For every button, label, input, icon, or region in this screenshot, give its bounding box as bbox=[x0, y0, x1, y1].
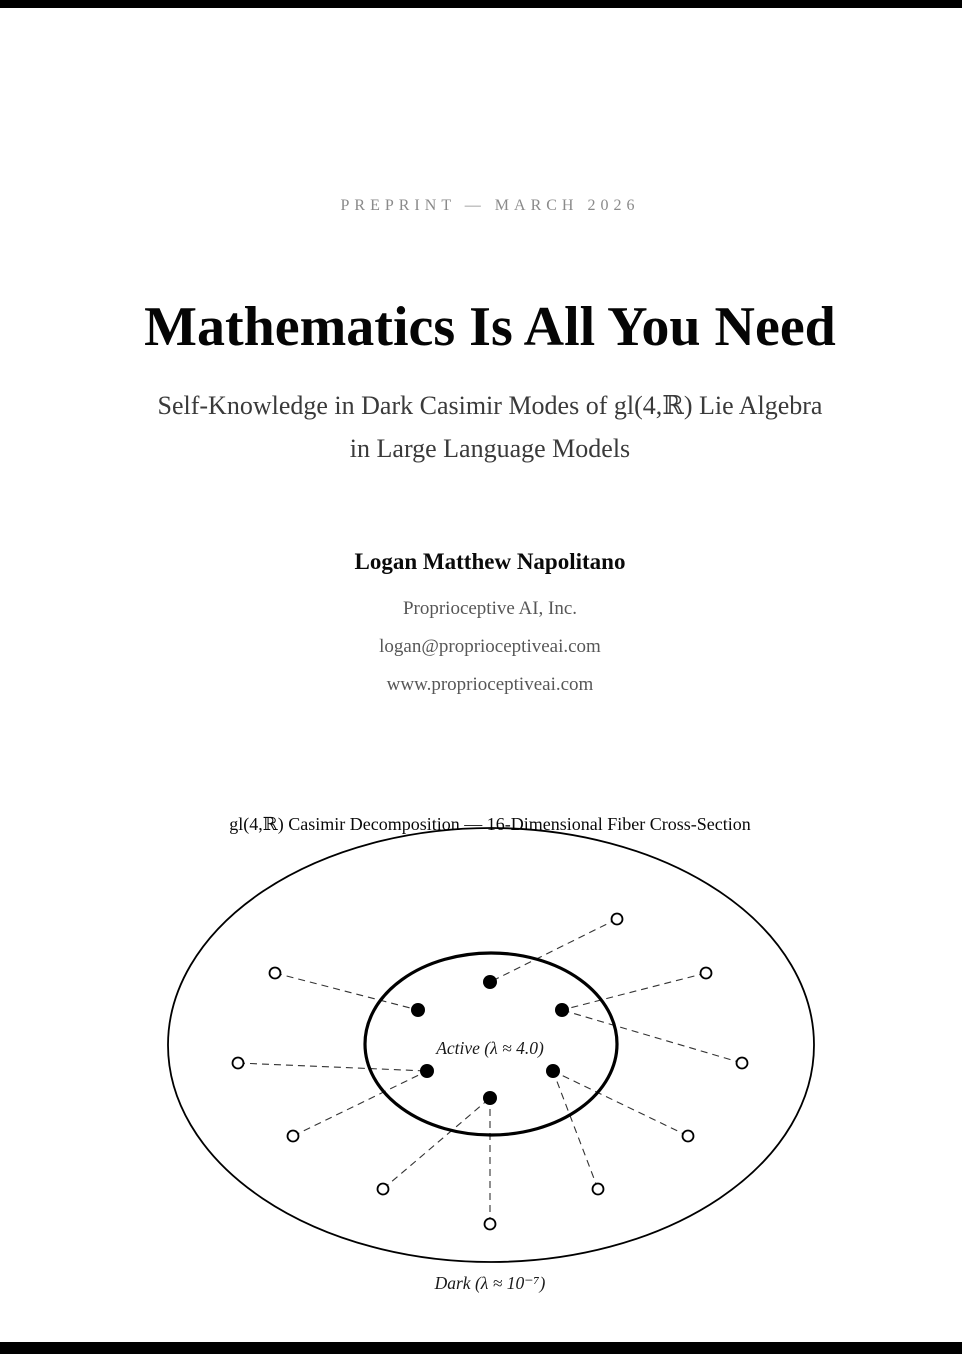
paper-subtitle-line-2: in Large Language Models bbox=[349, 434, 631, 463]
mode-connection-line bbox=[553, 1071, 598, 1189]
author-affiliation: Proprioceptive AI, Inc. bbox=[402, 598, 578, 619]
dark-mode-dot bbox=[378, 1184, 389, 1195]
active-mode-dot bbox=[411, 1003, 425, 1017]
paper-subtitle-line-1: Self-Knowledge in Dark Casimir Modes of gl(4,ℝ) Lie Algebra bbox=[157, 391, 823, 420]
author-name: Logan Matthew Napolitano bbox=[354, 549, 626, 574]
mode-connection-line bbox=[562, 973, 706, 1010]
dark-mode-dot bbox=[270, 968, 281, 979]
preprint-date-line: PREPRINT — MARCH 2026 bbox=[340, 197, 640, 214]
casimir-decomposition-figure bbox=[0, 790, 962, 1320]
dark-mode-dot bbox=[737, 1058, 748, 1069]
active-mode-dot bbox=[483, 975, 497, 989]
mode-connection-line bbox=[562, 1010, 742, 1063]
bottom-letterbox-bar bbox=[0, 1342, 962, 1354]
author-website: www.proprioceptiveai.com bbox=[386, 674, 594, 695]
dark-mode-dot bbox=[612, 914, 623, 925]
mode-connection-line bbox=[383, 1098, 490, 1189]
mode-connection-line bbox=[553, 1071, 688, 1136]
author-email: logan@proprioceptiveai.com bbox=[379, 636, 601, 657]
dark-mode-dot bbox=[701, 968, 712, 979]
active-sector-label: Active (λ ≈ 4.0) bbox=[436, 1038, 544, 1058]
dark-mode-dot bbox=[593, 1184, 604, 1195]
figure-title: gl(4,ℝ) Casimir Decomposition — 16-Dimensional Fiber Cross-Section bbox=[229, 814, 751, 834]
mode-connection-line bbox=[275, 973, 418, 1010]
dark-mode-dot bbox=[485, 1219, 496, 1230]
mode-connection-lines bbox=[238, 919, 742, 1224]
paper-subtitle bbox=[18, 384, 962, 470]
top-letterbox-bar bbox=[0, 0, 962, 8]
active-mode-dot bbox=[420, 1064, 434, 1078]
paper-title: Mathematics Is All You Need bbox=[144, 296, 836, 358]
active-mode-dot bbox=[483, 1091, 497, 1105]
active-mode-dot bbox=[555, 1003, 569, 1017]
dark-mode-dot bbox=[683, 1131, 694, 1142]
dark-mode-dot bbox=[233, 1058, 244, 1069]
active-mode-dot bbox=[546, 1064, 560, 1078]
mode-connection-line bbox=[490, 919, 617, 982]
dark-mode-dot bbox=[288, 1131, 299, 1142]
mode-connection-line bbox=[238, 1063, 427, 1071]
dark-sector-label: Dark (λ ≈ 10⁻⁷) bbox=[434, 1273, 546, 1293]
mode-connection-line bbox=[293, 1071, 427, 1136]
